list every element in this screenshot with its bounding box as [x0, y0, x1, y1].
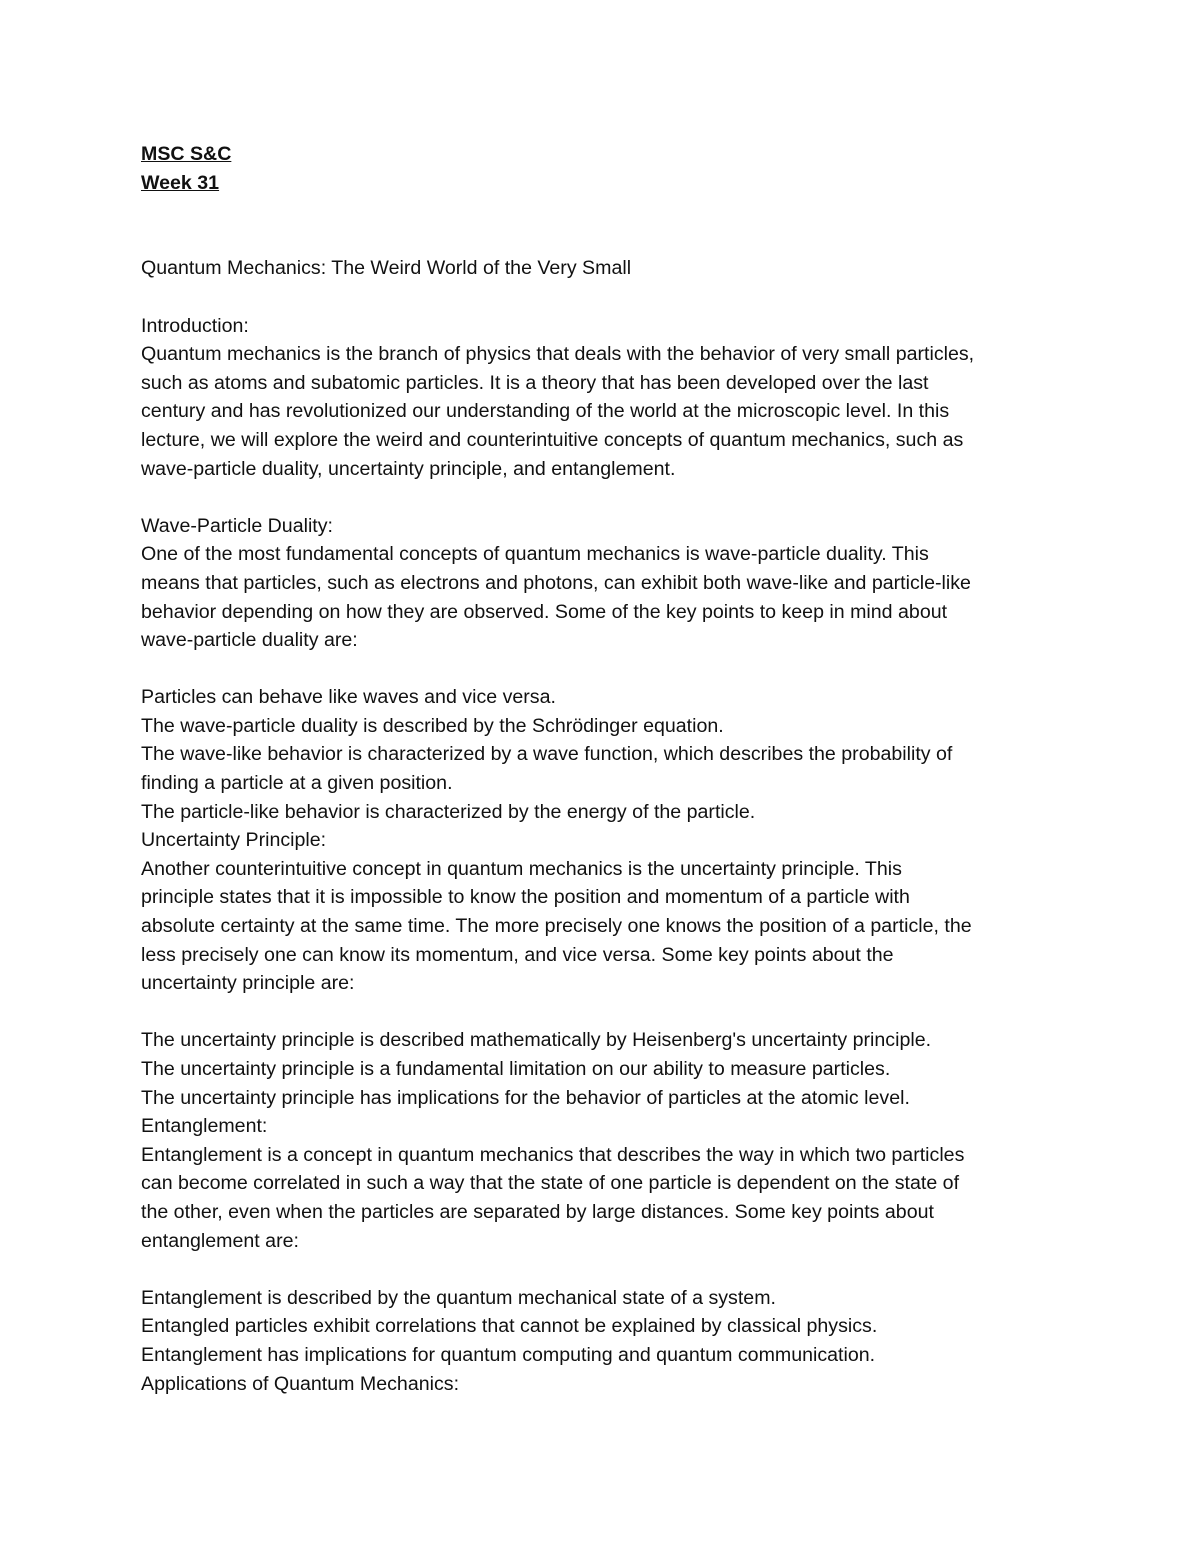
paragraph-line: lecture, we will explore the weird and counterintuitive concepts of quantum mechanics, such as [141, 428, 964, 451]
section-heading: Wave-Particle Duality: [141, 514, 333, 537]
paragraph-line: wave-particle duality, uncertainty principle, and entanglement. [141, 457, 676, 480]
paragraph-line: One of the most fundamental concepts of quantum mechanics is wave-particle duality. This [141, 543, 929, 566]
paragraph-line: Another counterintuitive concept in quantum mechanics is the uncertainty principle. This [141, 857, 902, 880]
key-point: Entanglement is described by the quantum mechanical state of a system. [141, 1286, 776, 1309]
key-point: The uncertainty principle has implications for the behavior of particles at the atomic level. [141, 1086, 910, 1109]
spacer [141, 998, 1081, 1027]
uncertainty-section [141, 826, 1081, 1112]
wave-particle-section [141, 512, 1081, 827]
paragraph-line: the other, even when the particles are separated by large distances. Some key points about [141, 1200, 934, 1223]
key-point: Entangled particles exhibit correlations that cannot be explained by classical physics. [141, 1315, 878, 1338]
spacer [141, 283, 1081, 312]
introduction-section [141, 312, 1081, 484]
key-point: The wave-like behavior is characterized by a wave function, which describes the probability of [141, 743, 953, 766]
section-heading: Uncertainty Principle: [141, 829, 327, 852]
document-page [141, 140, 1081, 1398]
paragraph-line: wave-particle duality are: [141, 629, 358, 652]
paragraph-line: can become correlated in such a way that the state of one particle is dependent on the state of [141, 1172, 960, 1195]
section-heading: Entanglement: [141, 1115, 268, 1138]
key-point: The particle-like behavior is characterized by the energy of the particle. [141, 800, 756, 823]
key-point: finding a particle at a given position. [141, 772, 453, 795]
key-point: The uncertainty principle is a fundamental limitation on our ability to measure particles. [141, 1058, 891, 1080]
paragraph-line: Entanglement is a concept in quantum mechanics that describes the way in which two particles [141, 1143, 965, 1166]
spacer [141, 197, 1081, 254]
paragraph-line: entanglement are: [141, 1229, 299, 1252]
spacer [141, 655, 1081, 684]
paragraph-line: behavior depending on how they are observed. Some of the key points to keep in mind about [141, 600, 948, 623]
document-title: Quantum Mechanics: The Weird World of the Very Small [141, 257, 632, 280]
paragraph-line: Quantum mechanics is the branch of physics that deals with the behavior of very small particles, [141, 343, 975, 366]
course-header: MSC S&C [141, 143, 232, 165]
key-point: Entanglement has implications for quantum computing and quantum communication. [141, 1343, 876, 1366]
paragraph-line: absolute certainty at the same time. The more precisely one knows the position of a particle, the [141, 915, 972, 938]
key-point: Particles can behave like waves and vice versa. [141, 686, 556, 709]
paragraph-line: means that particles, such as electrons and photons, can exhibit both wave-like and particle-like [141, 571, 971, 594]
key-point: The uncertainty principle is described mathematically by Heisenberg's uncertainty principle. [141, 1029, 932, 1052]
paragraph-line: uncertainty principle are: [141, 972, 355, 995]
spacer [141, 483, 1081, 512]
entanglement-section [141, 1112, 1081, 1369]
section-heading: Applications of Quantum Mechanics: [141, 1372, 460, 1395]
applications-section [141, 1370, 1081, 1399]
paragraph-line: principle states that it is impossible to know the position and momentum of a particle with [141, 886, 910, 909]
key-point: The wave-particle duality is described by the Schrödinger equation. [141, 714, 724, 737]
paragraph-line: such as atoms and subatomic particles. It is a theory that has been developed over the last [141, 371, 929, 394]
section-heading: Introduction: [141, 314, 249, 337]
week-header: Week 31 [141, 171, 220, 194]
paragraph-line: less precisely one can know its momentum, and vice versa. Some key points about the [141, 943, 894, 966]
spacer [141, 1255, 1081, 1284]
paragraph-line: century and has revolutionized our understanding of the world at the microscopic level. In this [141, 400, 950, 423]
